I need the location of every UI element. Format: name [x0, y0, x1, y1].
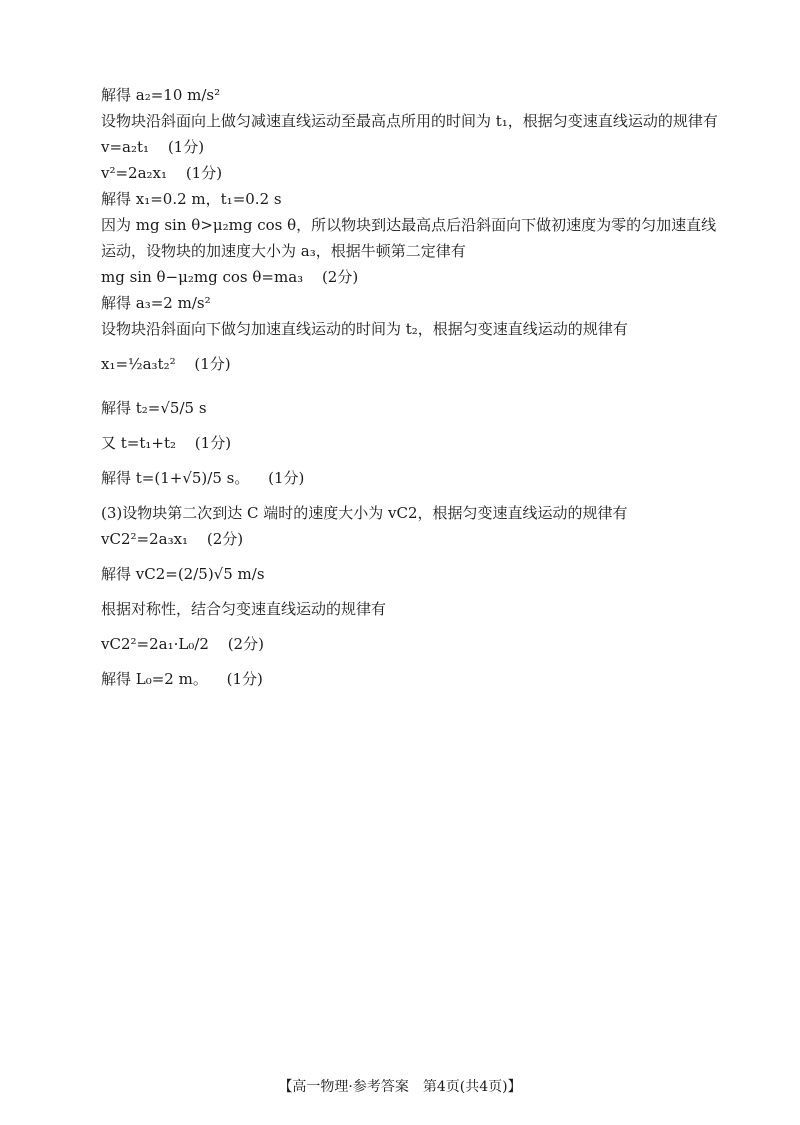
solution-line: 解得 a₂=10 m/s² — [101, 86, 221, 104]
line-6 — [101, 212, 721, 264]
line-8 — [101, 290, 721, 316]
page-footer: 【高一物理·参考答案 第4页(共4页)】 — [278, 1079, 522, 1095]
line-2 — [101, 108, 721, 134]
score-mark: (1分) — [194, 434, 232, 452]
line-9 — [101, 316, 721, 342]
line-1 — [101, 82, 721, 108]
score-mark: (2分) — [227, 635, 264, 653]
solution-line: 解得 x₁=0.2 m，t₁=0.2 s — [101, 190, 282, 208]
score-mark: (2分) — [321, 268, 359, 286]
line-16 — [101, 552, 721, 596]
line-3 — [101, 134, 721, 160]
score-mark: (1分) — [268, 469, 305, 487]
solution-line: 设物块沿斜面向上做匀减速直线运动至最高点所用的时间为 t₁，根据匀变速直线运动的规律有 — [101, 112, 718, 130]
equation: vC2²=2a₁·L₀/2 — [101, 635, 209, 653]
equation: 解得 t₂=√5/5 s — [101, 399, 207, 417]
solution-line: 设物块沿斜面向下做匀加速直线运动的时间为 t₂，根据匀变速直线运动的规律有 — [101, 320, 628, 338]
line-17 — [101, 596, 721, 622]
equation: 解得 vC2=(2/5)√5 m/s — [101, 565, 265, 583]
line-19 — [101, 666, 721, 692]
line-7 — [101, 264, 721, 290]
line-12 — [101, 430, 721, 456]
equation: 解得 L₀=2 m。 — [101, 670, 208, 688]
score-mark: (1分) — [194, 355, 231, 373]
line-18 — [101, 622, 721, 666]
score-mark: (1分) — [167, 138, 205, 156]
line-14 — [101, 500, 721, 526]
solution-line: 因为 mg sin θ>μ₂mg cos θ，所以物块到达最高点后沿斜面向下做初速度为零的匀加速直线运动，设物块的加速度大小为 a₃，根据牛顿第二定律有 — [101, 216, 717, 260]
equation: x₁=½a₃t₂² — [101, 355, 176, 373]
solution-body — [101, 82, 721, 692]
line-13 — [101, 456, 721, 500]
equation: v=a₂t₁ — [101, 138, 150, 156]
line-11 — [101, 386, 721, 430]
equation: vC2²=2a₃x₁ — [101, 530, 189, 548]
solution-line: 根据对称性，结合匀变速直线运动的规律有 — [101, 600, 387, 618]
line-4 — [101, 160, 721, 186]
line-5 — [101, 186, 721, 212]
line-10 — [101, 342, 721, 386]
score-mark: (1分) — [226, 670, 263, 688]
equation: 又 t=t₁+t₂ — [101, 434, 177, 452]
solution-line: 解得 a₃=2 m/s² — [101, 294, 211, 312]
equation: mg sin θ−μ₂mg cos θ=ma₃ — [101, 268, 304, 286]
score-mark: (2分) — [206, 530, 244, 548]
score-mark: (1分) — [185, 164, 223, 182]
equation: 解得 t=(1+√5)/5 s。 — [101, 469, 250, 487]
line-15 — [101, 526, 721, 552]
equation: v²=2a₂x₁ — [101, 164, 168, 182]
solution-line: (3)设物块第二次到达 C 端时的速度大小为 vC2，根据匀变速直线运动的规律有 — [101, 504, 628, 522]
